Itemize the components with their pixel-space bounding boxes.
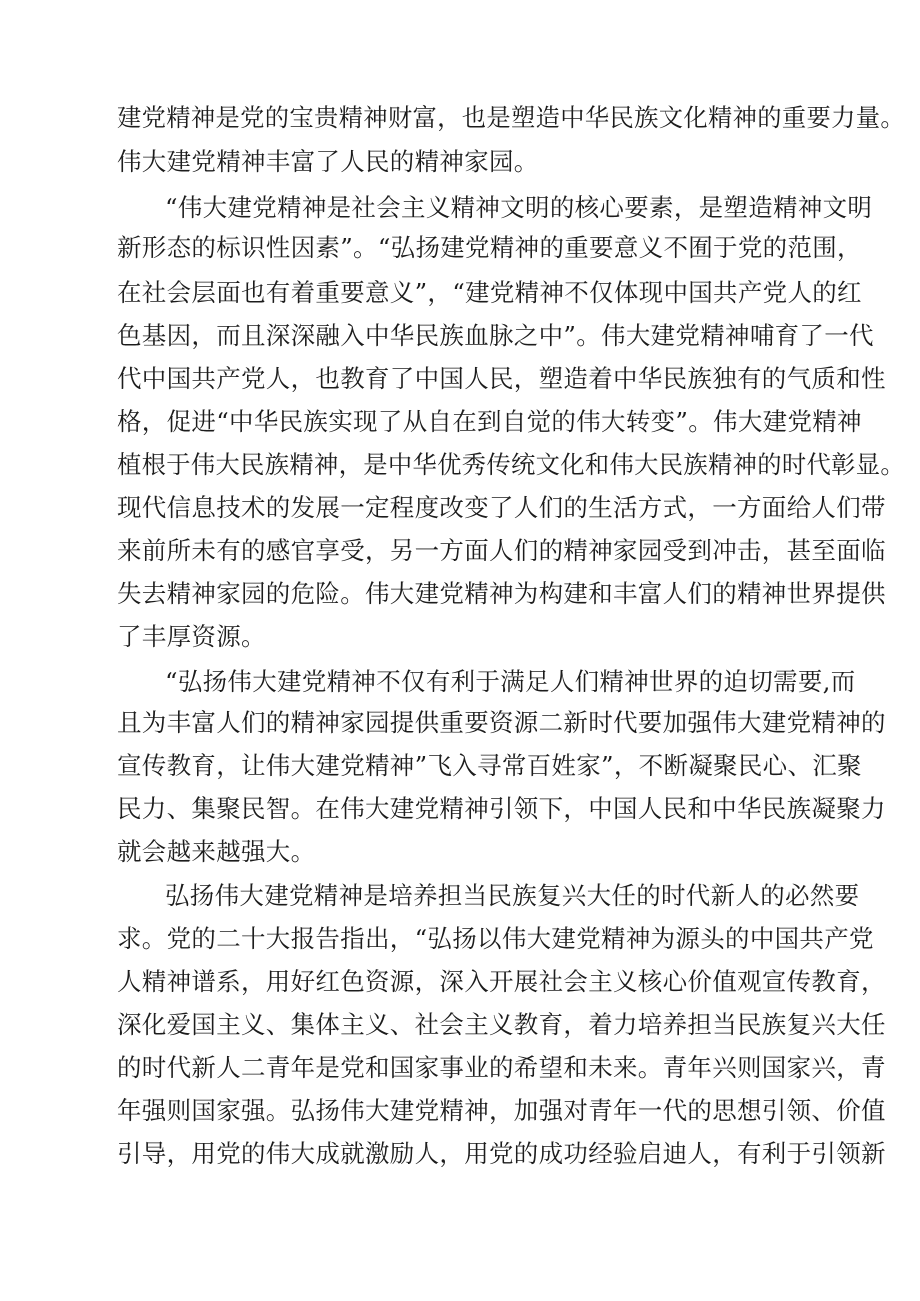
text-line-18: 就会越来越强大。 (117, 837, 316, 866)
text-line-5: 在社会层面也有着重要意义”，“建党精神不仅体现中国共产党人的红 (117, 278, 862, 307)
text-line-19: 弘扬伟大建党精神是培养担当民族复兴大任的时代新人的必然要 (165, 881, 860, 910)
text-line-3: “伟大建党精神是社会主义精神文明的核心要素，是塑造精神文明 (165, 193, 873, 222)
text-line-21: 人精神谱系，用好红色资源，深入开展社会主义核心价值观宣传教育， (117, 967, 886, 996)
text-line-8: 格，促进“中华民族实现了从自在到自觉的伟大转变”。伟大建党精神 (117, 407, 862, 436)
text-line-13: 了丰厚资源。 (117, 622, 266, 651)
text-line-9: 植根于伟大民族精神，是中华优秀传统文化和伟大民族精神的时代彰显。 (117, 450, 905, 479)
text-line-7: 代中国共产党人，也教育了中国人民，塑造着中华民族独有的气质和性 (117, 364, 886, 393)
text-line-11: 来前所未有的感官享受，另一方面人们的精神家园受到冲击，甚至面临 (117, 536, 886, 565)
text-line-20: 求。党的二十大报告指出，“弘扬以伟大建党精神为源头的中国共产党 (117, 924, 874, 953)
text-line-22: 深化爱国主义、集体主义、社会主义教育，着力培养担当民族复兴大任 (117, 1010, 886, 1039)
text-line-10: 现代信息技术的发展一定程度改变了人们的生活方式，一方面给人们带 (117, 493, 886, 522)
text-line-14: “弘扬伟大建党精神不仅有利于满足人们精神世界的迫切需要,而 (165, 667, 856, 696)
text-line-15: 且为丰富人们的精神家园提供重要资源二新时代要加强伟大建党精神的 (117, 708, 886, 737)
text-line-2: 伟大建党精神丰富了人民的精神家园。 (117, 147, 539, 176)
text-line-1: 建党精神是党的宝贵精神财富，也是塑造中华民族文化精神的重要力量。 (117, 103, 905, 132)
text-line-4: 新形态的标识性因素”。“弘扬建党精神的重要意义不囿于党的范围， (117, 233, 862, 262)
text-line-6: 色基因，而且深深融入中华民族血脉之中”。伟大建党精神哺育了一代 (117, 321, 874, 350)
text-line-12: 失去精神家园的危险。伟大建党精神为构建和丰富人们的精神世界提供 (117, 579, 886, 608)
text-line-23: 的时代新人二青年是党和国家事业的希望和未来。青年兴则国家兴，青 (117, 1053, 886, 1082)
text-line-24: 年强则国家强。弘扬伟大建党精神，加强对青年一代的思想引领、价值 (117, 1096, 886, 1125)
text-line-16: 宣传教育，让伟大建党精神”飞入寻常百姓家”，不断凝聚民心、汇聚 (117, 751, 862, 780)
text-line-25: 引导，用党的伟大成就激励人，用党的成功经验启迪人，有利于引领新 (117, 1139, 886, 1168)
text-line-17: 民力、集聚民智。在伟大建党精神引领下，中国人民和中华民族凝聚力 (117, 794, 886, 823)
